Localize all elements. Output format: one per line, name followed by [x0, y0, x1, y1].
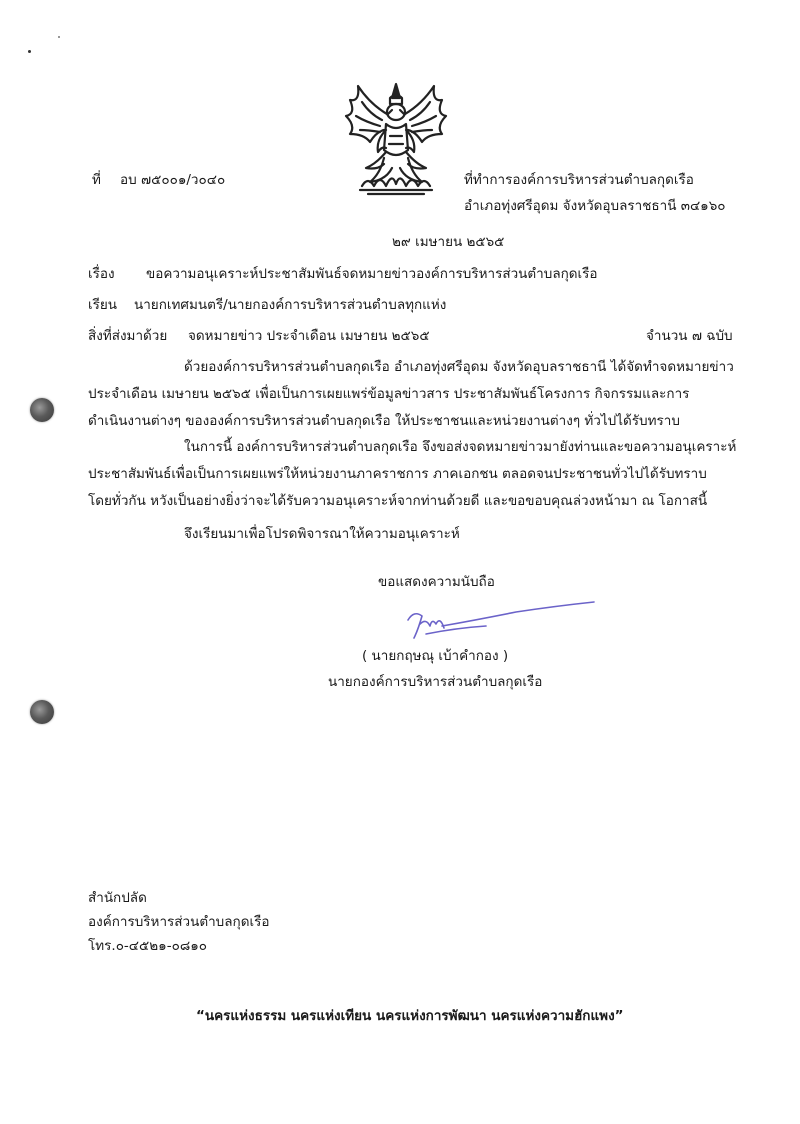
organization-name: องค์การบริหารส่วนตำบลกุดเรือ — [88, 914, 270, 930]
reference-label: ที่ — [92, 172, 101, 188]
sender-address-line2: อำเภอทุ่งศรีอุดม จังหวัดอุบลราชธานี ๓๔๑๖๐ — [464, 198, 726, 214]
punch-hole-top — [30, 398, 54, 422]
paragraph-line: ประชาสัมพันธ์เพื่อเป็นการเผยแพร่ให้หน่วยงานภาคราชการ ภาคเอกชน ตลอดจนประชาชนทั่วไปได้รับทราบ — [88, 466, 707, 482]
body-paragraph-1 — [88, 354, 732, 435]
reference-number: อบ ๗๕๐๐๑/ว๐๔๐ — [120, 172, 226, 188]
body-paragraph-2 — [88, 434, 737, 515]
scan-speck — [28, 50, 31, 53]
signatory-name: ( นายกฤษณุ เบ้าคำกอง ) — [362, 648, 509, 664]
addressee-text: นายกเทศมนตรี/นายกองค์การบริหารส่วนตำบลทุกแห่ง — [134, 297, 447, 313]
closing-request: จึงเรียนมาเพื่อโปรดพิจารณาให้ความอนุเคราะห์ — [184, 526, 460, 542]
motto: “นครแห่งธรรม นครแห่งเทียน นครแห่งการพัฒนา นครแห่งความฮักแพง” — [196, 1008, 624, 1024]
punch-hole-bottom — [30, 700, 54, 724]
paragraph-line: ในการนี้ องค์การบริหารส่วนตำบลกุดเรือ จึงขอส่งจดหมายข่าวมายังท่านและขอความอนุเคราะห์ — [184, 439, 737, 455]
paragraph-line: ประจำเดือน เมษายน ๒๕๖๕ เพื่อเป็นการเผยแพร่ข้อมูลข่าวสาร ประชาสัมพันธ์โครงการ กิจกรรมและการ — [88, 386, 690, 402]
paragraph-line: ด้วยองค์การบริหารส่วนตำบลกุดเรือ อำเภอทุ่งศรีอุดม จังหวัดอุบลราชธานี ได้จัดทำจดหมายข่าว — [184, 359, 734, 375]
office-name: สำนักปลัด — [88, 890, 147, 906]
enclosure-label: สิ่งที่ส่งมาด้วย — [88, 328, 168, 344]
enclosure-text: จดหมายข่าว ประจำเดือน เมษายน ๒๕๖๕ — [188, 328, 430, 344]
sender-address-line1: ที่ทำการองค์การบริหารส่วนตำบลกุดเรือ — [464, 172, 694, 188]
garuda-emblem — [340, 80, 452, 196]
enclosure-count: จำนวน ๗ ฉบับ — [646, 328, 733, 344]
addressee-label: เรียน — [88, 297, 118, 313]
salutation: ขอแสดงความนับถือ — [378, 574, 495, 590]
handwritten-signature — [396, 598, 596, 644]
paragraph-line: ดำเนินงานต่างๆ ขององค์การบริหารส่วนตำบลกุดเรือ ให้ประชาชนและหน่วยงานต่างๆ ทั่วไปได้รับทราบ — [88, 413, 680, 429]
letter-date: ๒๙ เมษายน ๒๕๖๕ — [392, 234, 505, 250]
subject-text: ขอความอนุเคราะห์ประชาสัมพันธ์จดหมายข่าวองค์การบริหารส่วนตำบลกุดเรือ — [146, 266, 598, 282]
signatory-position: นายกองค์การบริหารส่วนตำบลกุดเรือ — [328, 674, 543, 690]
phone-number: โทร.๐-๔๕๒๑-๐๘๑๐ — [88, 938, 208, 954]
paragraph-line: โดยทั่วกัน หวังเป็นอย่างยิ่งว่าจะได้รับความอนุเคราะห์จากท่านด้วยดี และขอขอบคุณล่วงหน้ามา ณ โอกาสนี้ — [88, 493, 708, 509]
subject-label: เรื่อง — [88, 266, 115, 282]
scan-speck — [58, 36, 60, 38]
